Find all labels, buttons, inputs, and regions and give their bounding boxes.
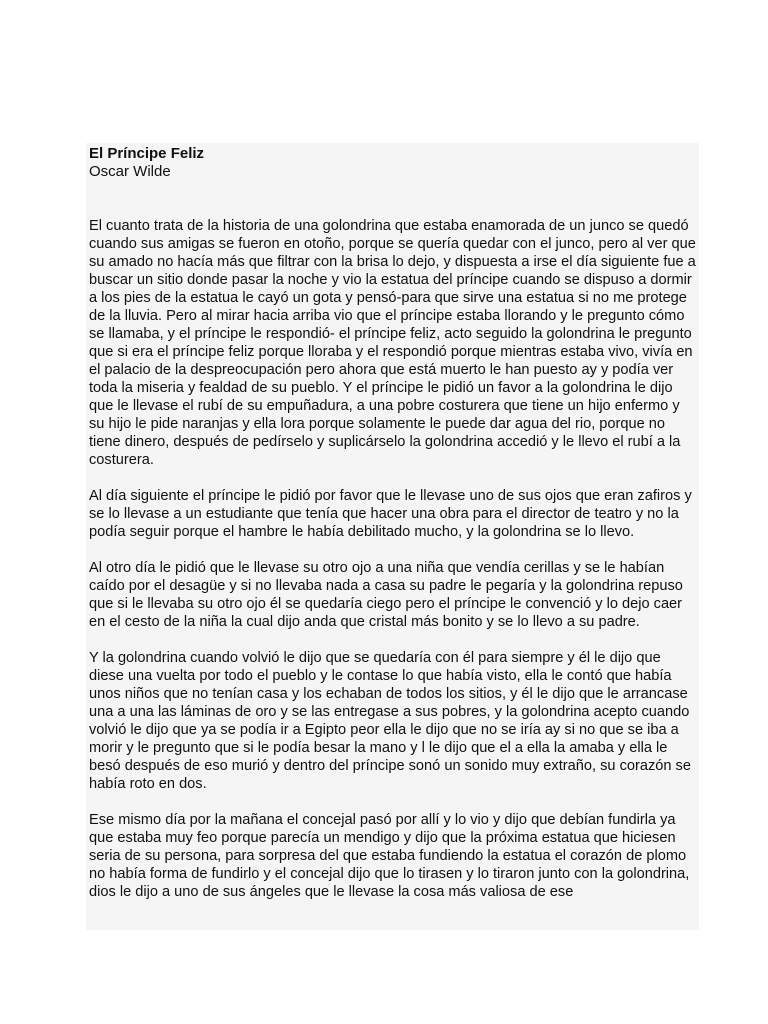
paragraph-3: Al otro día le pidió que le llevase su otro ojo a una niña que vendía cerillas y se le habían caído por el desagüe y si no llevaba nada a casa su padre le pegaría y la golondrina repuso que si le llevaba su otro ojo él se quedaría ciego pero el príncipe le convenció y lo dejo caer en el cesto de la niña la cual dijo anda que cristal más bonito y se lo llevo a su padre.	[89, 560, 683, 630]
document-page	[86, 143, 699, 930]
document-author: Oscar Wilde	[89, 163, 171, 180]
paragraph-5: Ese mismo día por la mañana el concejal pasó por allí y lo vio y dijo que debían fundirla ya que estaba muy feo porque parecía un mendigo y dijo que la próxima estatua que hiciesen seria de su persona, para sorpresa del que estaba fundiendo la estatua el corazón de plomo no había forma de fundirlo y el concejal dijo que lo tirasen y lo tiraron junto con la golondrina, dios le dijo a uno de sus ángeles que le llevase la cosa más valiosa de ese	[89, 812, 690, 900]
paragraph-2: Al día siguiente el príncipe le pidió por favor que le llevase uno de sus ojos que eran zafiros y se lo llevase a un estudiante que tenía que hacer una obra para el director de teatro y no la podía seguir porque el hambre le había debilitado mucho, y la golondrina se lo llevo.	[89, 488, 692, 540]
paragraph-4: Y la golondrina cuando volvió le dijo que se quedaría con él para siempre y él le dijo que diese una vuelta por todo el pueblo y le contase lo que había visto, ella le contó que había unos niños que no tenían casa y los echaban de todos los sitios, y él le dijo que le arrancase una a una las láminas de oro y se las entregase a sus pobres, y la golondrina acepto cuando volvió le dijo que ya se podía ir a Egipto peor ella le dijo que no se iría ay si no que se iba a morir y le pregunto que si le podía besar la mano y l le dijo que el a ella la amaba y ella le besó después de eso murió y dentro del príncipe sonó un sonido muy extraño, su corazón se había roto en dos.	[89, 650, 691, 792]
document-title: El Príncipe Feliz	[89, 145, 205, 162]
paragraph-1: El cuanto trata de la historia de una golondrina que estaba enamorada de un junco se quedó cuando sus amigas se fueron en otoño, porque se quería quedar con el junco, pero al ver que su amado no hacía más que filtrar con la brisa lo dejo, y dispuesta a irse el día siguiente fue a buscar un sitio donde pasar la noche y vio la estatua del príncipe cuando se dispuso a dormir a los pies de la estatua le cayó un gota y pensó-para que sirve una estatua si no me protege de la lluvia. Pero al mirar hacia arriba vio que el príncipe estaba llorando y le pregunto cómo se llamaba, y el príncipe le respondió- el príncipe feliz, acto seguido la golondrina le pregunto que si era el príncipe feliz porque lloraba y el respondió porque mientras estaba vivo, vivía en el palacio de la despreocupación pero ahora que está muerto le han puesto ay y podía ver toda la miseria y fealdad de su pueblo. Y el príncipe le pidió un favor a la golondrina le dijo que le llevase el rubí de su empuñadura, a una pobre costurera que tiene un hijo enfermo y su hijo le pide naranjas y ella lora porque solamente le puede dar agua del rio, porque no tiene dinero, después de pedírselo y suplicárselo la golondrina accedió y le llevo el rubí a la costurera.	[89, 218, 696, 468]
